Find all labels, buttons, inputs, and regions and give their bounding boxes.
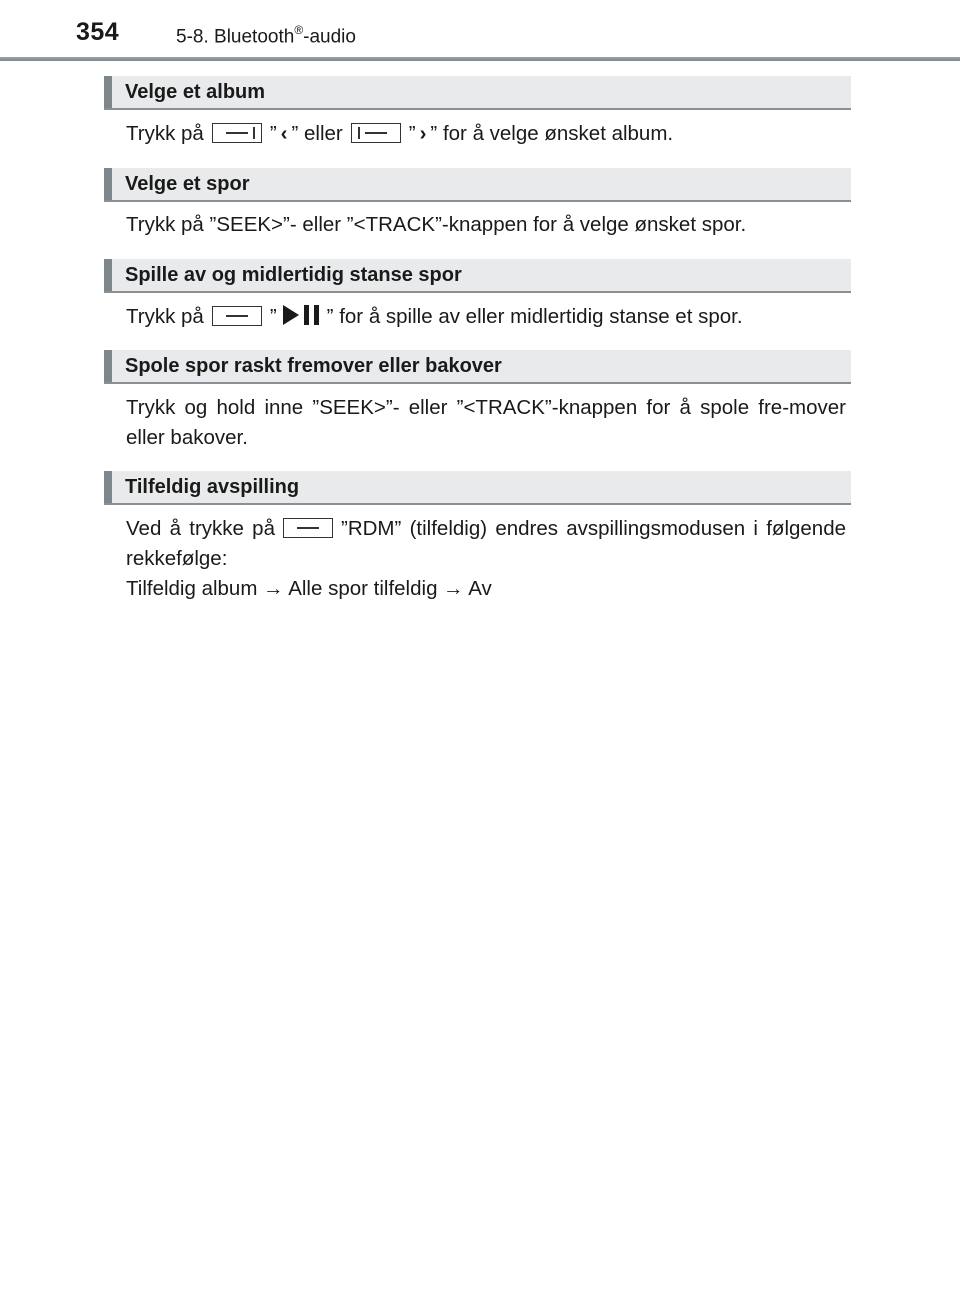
arrow-right-icon: → [263, 577, 284, 600]
play-pause-icon [283, 303, 321, 327]
section-text-random-playback [126, 514, 846, 604]
chapter-suffix: -audio [303, 26, 356, 48]
text-run: Ved å trykke på [126, 517, 275, 540]
text-run: ” for å velge ønsket album. [430, 122, 674, 145]
section-text-play-pause [126, 302, 846, 332]
section-text-fast-forward-rewind: Trykk og hold inne ”SEEK>”- eller ”<TRACK”-knappen for å spole fre-mover eller bakover. [126, 396, 846, 449]
chevron-left-icon: ‹ [280, 122, 288, 145]
page-header [0, 0, 960, 64]
text-run: Trykk på [126, 305, 204, 328]
section-heading-random-playback [104, 471, 851, 505]
text-run: ” [408, 122, 416, 145]
section-title: Velge et album [125, 81, 266, 103]
text-run: ”RDM” (tilfeldig) endres avspillingsmodusen i følgende rekkefølge: [126, 517, 847, 570]
arrow-right-icon: → [443, 577, 464, 600]
text-run: ” [269, 122, 277, 145]
section-title: Tilfeldig avspilling [125, 476, 300, 498]
text-run: ” for å spille av eller midlertidig stanse et spor. [326, 305, 743, 328]
section-heading-select-track [104, 168, 851, 202]
section-title: Velge et spor [125, 173, 250, 195]
chevron-right-icon: › [419, 122, 427, 145]
chapter-prefix: 5-8. Bluetooth [176, 26, 295, 48]
section-text-select-album [126, 119, 846, 149]
rdm-button-icon [283, 518, 333, 538]
section-title: Spole spor raskt fremover eller bakover [125, 355, 502, 377]
registered-mark: ® [294, 23, 304, 37]
section-text-select-track: Trykk på ”SEEK>”- eller ”<TRACK”-knappen for å velge ønsket spor. [126, 213, 747, 236]
play-button-icon [212, 306, 262, 326]
sequence-item: Av [468, 577, 492, 600]
text-run: Trykk på [126, 122, 204, 145]
header-rule [0, 57, 960, 61]
album-up-button-icon [351, 123, 401, 143]
sequence-item: Tilfeldig album [126, 577, 258, 600]
section-heading-fast-forward-rewind [104, 350, 851, 384]
section-title: Spille av og midlertidig stanse spor [125, 264, 462, 286]
text-run: ” eller [291, 122, 343, 145]
page-number: 354 [76, 18, 120, 46]
sequence-item: Alle spor tilfeldig [288, 577, 438, 600]
text-run: ” [269, 305, 277, 328]
section-heading-play-pause [104, 259, 851, 293]
album-down-button-icon [212, 123, 262, 143]
section-heading-select-album [104, 76, 851, 110]
chapter-title [176, 24, 356, 48]
